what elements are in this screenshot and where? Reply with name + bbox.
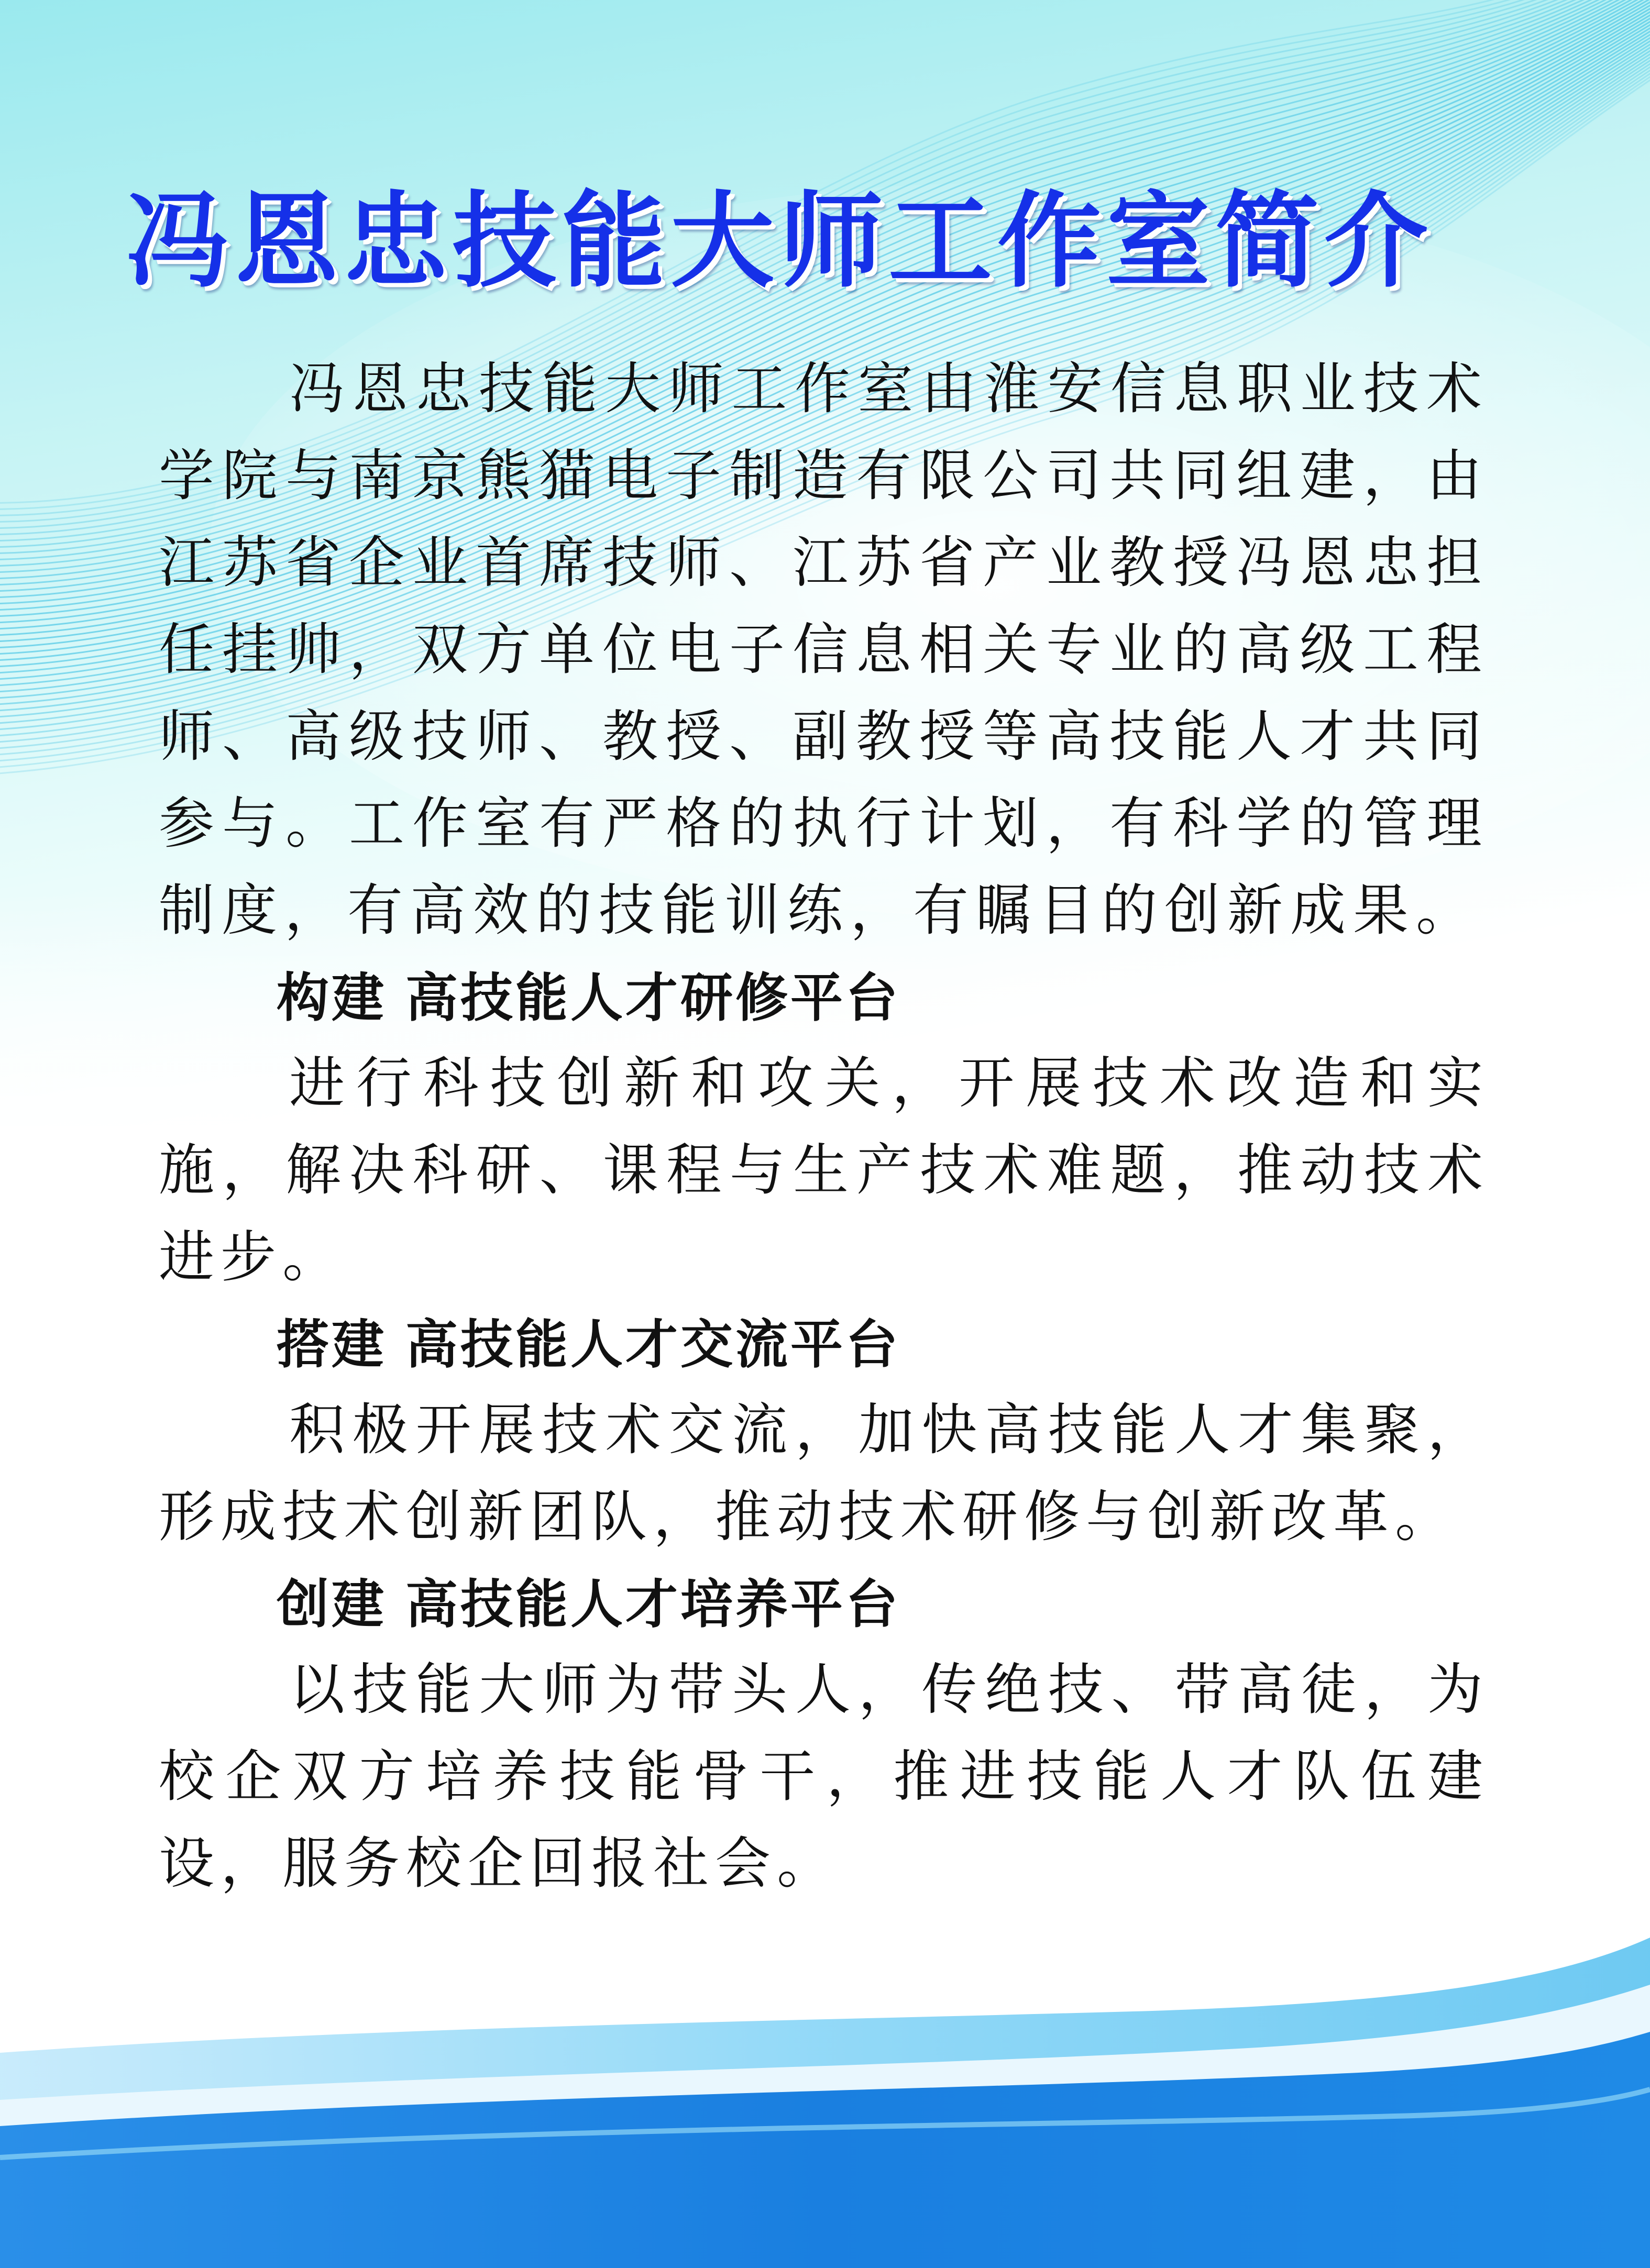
section-lead: 创建: [277, 1574, 387, 1635]
section-lead: 构建: [277, 967, 387, 1028]
section-title: 高技能人才培养平台: [405, 1574, 900, 1635]
poster-content: [159, 346, 1489, 1907]
section-training: [159, 1563, 1489, 1907]
section-body: 进行科技创新和攻关，开展技术改造和实施，解决科研、课程与生产技术难题，推动技术进步。: [159, 1051, 1489, 1289]
section-heading: [159, 1563, 1489, 1646]
section-heading: [159, 956, 1489, 1040]
section-title: 高技能人才交流平台: [405, 1314, 900, 1375]
page-title: 冯恩忠技能大师工作室简介: [126, 180, 1433, 302]
section-body: 积极开展技术交流，加快高技能人才集聚，形成技术创新团队，推动技术研修与创新改革。: [159, 1398, 1489, 1549]
section-heading: [159, 1303, 1489, 1387]
section-title: 高技能人才研修平台: [405, 967, 900, 1028]
intro-paragraph: 冯恩忠技能大师工作室由淮安信息职业技术学院与南京熊猫电子制造有限公司共同组建，由江苏省企业首席技师、江苏省产业教授冯恩忠担任挂帅，双方单位电子信息相关专业的高级工程师、高级技师、教授、副教授等高技能人才共同参与。工作室有严格的执行计划，有科学的管理制度，有高效的技能训练，有瞩目的创新成果。: [159, 357, 1489, 943]
section-lead: 搭建: [277, 1314, 387, 1375]
section-research: [159, 956, 1489, 1301]
section-exchange: [159, 1303, 1489, 1561]
section-body: 以技能大师为带头人，传绝技、带高徒，为校企双方培养技能骨干，推进技能人才队伍建设，服务校企回报社会。: [159, 1657, 1489, 1896]
